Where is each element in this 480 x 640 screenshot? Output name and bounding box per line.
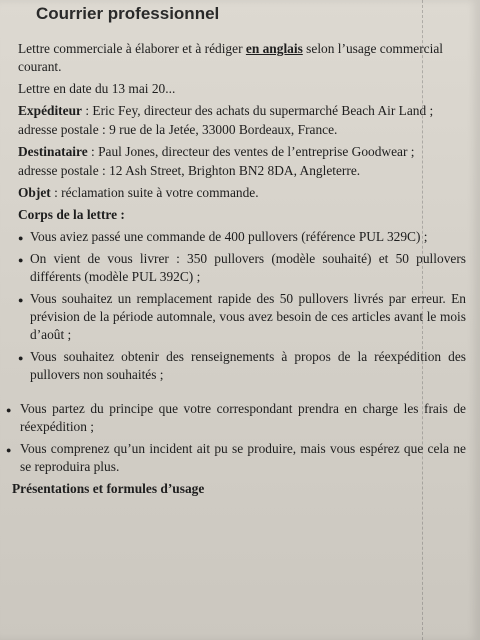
subject-label: Objet [18, 185, 51, 200]
sender-address: adresse postale : 9 rue de la Jetée, 33000 Bordeaux, France. [18, 122, 338, 137]
list-item: ● Vous comprenez qu’un incident ait pu se produire, mais vous espérez que cela ne se reproduira plus. [6, 441, 466, 474]
sender-label: Expéditeur [18, 103, 82, 118]
closing-heading: Présentations et formules d’usage [12, 481, 205, 496]
list-item: ● Vous partez du principe que votre correspondant prendra en charge les frais de réexpédition ; [6, 401, 466, 434]
intro-before: Lettre commerciale à élaborer et à rédiger [18, 41, 246, 56]
document-body [6, 40, 466, 502]
recipient-address: adresse postale : 12 Ash Street, Brighton BN2 8DA, Angleterre. [18, 163, 361, 178]
bullet-icon: ● [18, 255, 24, 265]
bullet-icon: ● [6, 445, 12, 455]
recipient-label: Destinataire [18, 144, 88, 159]
recipient-text: : Paul Jones, directeur des ventes de l’entreprise Goodwear ; [87, 144, 415, 159]
body-heading: Corps de la lettre : [18, 207, 125, 222]
page-title: Courrier professionnel [36, 4, 220, 23]
list-item: ● On vient de vous livrer : 350 pullovers (modèle souhaité) et 50 pullovers différents (modèle PUL 392C) ; [18, 251, 466, 284]
list-item: ● Vous aviez passé une commande de 400 pullovers (référence PUL 329C) ; [18, 228, 466, 246]
intro-paragraph [18, 40, 466, 76]
sender-line [18, 102, 466, 120]
bullet-icon: ● [18, 295, 24, 305]
bullet-list-2 [6, 400, 466, 476]
recipient-line [18, 143, 466, 161]
list-item: ● Vous souhaitez obtenir des renseignements à propos de la réexpédition des pullovers non souhaités ; [18, 349, 466, 382]
list-item: ● Vous souhaitez un remplacement rapide des 50 pullovers livrés par erreur. En prévision de la période automnale, vous avez besoin de ces articles avant le mois d’août ; [18, 291, 466, 342]
date-line: Lettre en date du 13 mai 20... [18, 81, 176, 96]
bullet-icon: ● [6, 405, 12, 415]
intro-emphasis: en anglais [245, 41, 303, 56]
bullet-list-1 [18, 228, 466, 384]
bullet-icon: ● [18, 353, 24, 363]
bullet-icon: ● [18, 233, 24, 243]
subject-text: : réclamation suite à votre commande. [50, 185, 259, 200]
subject-line [18, 184, 466, 202]
intro-after: selon l’usage commercial courant. [18, 41, 443, 74]
sender-text: : Eric Fey, directeur des achats du supermarché Beach Air Land ; [81, 103, 434, 118]
